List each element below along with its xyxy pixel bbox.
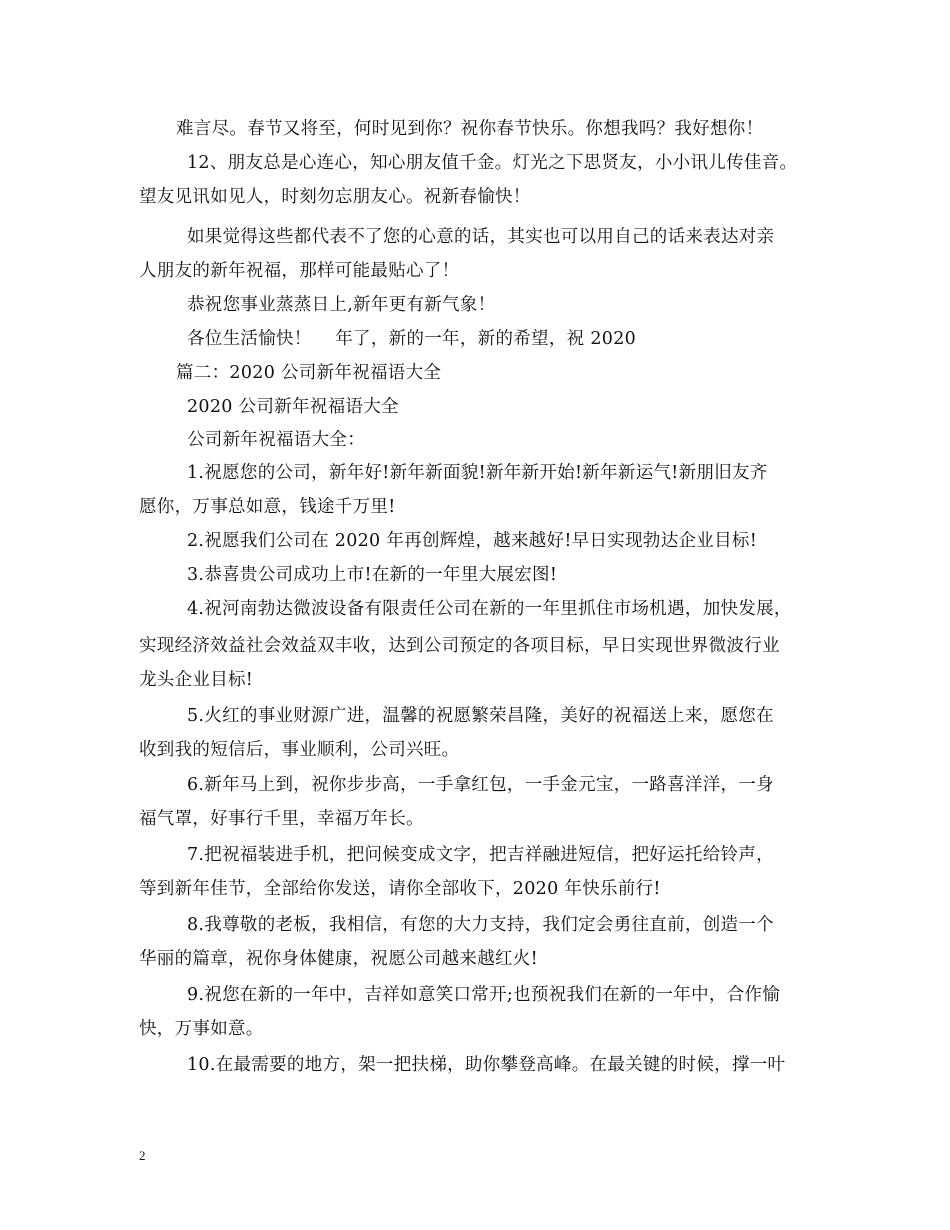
text-line: 恭祝您事业蒸蒸日上,新年更有新气象！ [187,295,496,315]
text-line: 公司新年祝福语大全： [187,430,365,450]
text-line: 龙头企业目标! [139,670,254,690]
text-line: 快，万事如意。 [139,1019,264,1039]
list-item: 8.我尊敬的老板，我相信，有您的大力支持，我们定会勇往直前，创造一个 [187,915,774,935]
text-line: 12、朋友总是心连心，知心朋友值千金。灯光之下思贤友，小小讯儿传佳音。 [187,153,798,173]
list-item: 5.火红的事业财源广进，温馨的祝愿繁荣昌隆，美好的祝福送上来，愿您在 [187,706,774,726]
text-line: 愿你，万事总如意，钱途千万里! [139,497,396,517]
text-line: 华丽的篇章，祝你身体健康，祝愿公司越来越红火! [139,949,538,969]
section-heading: 篇二：2020 公司新年祝福语大全 [176,363,442,383]
list-item: 1.祝愿您的公司，新年好!新年新面貌!新年新开始!新年新运气!新朋旧友齐 [187,463,768,483]
text-line: 收到我的短信后，事业顺利，公司兴旺。 [139,740,460,760]
text-line: 福气罩，好事行千里，幸福万年长。 [139,809,424,829]
text-line: 2020 公司新年祝福语大全 [187,397,399,417]
list-item: 2.祝愿我们公司在 2020 年再创辉煌，越来越好!早日实现勃达企业目标! [187,531,758,551]
list-item: 10.在最需要的地方，架一把扶梯，助你攀登高峰。在最关键的时候，撑一叶 [187,1055,786,1075]
list-item: 4.祝河南勃达微波设备有限责任公司在新的一年里抓住市场机遇，加快发展， [187,599,792,619]
text-line: 难言尽。春节又将至，何时见到你？祝你春节快乐。你想我吗？我好想你！ [176,119,764,139]
text-line: 人朋友的新年祝福，那样可能最贴心了！ [139,261,460,281]
text-line: 如果觉得这些都代表不了您的心意的话，其实也可以用自己的话来表达对亲 [187,227,775,247]
text-line: 各位生活愉快！ 年了，新的一年，新的希望，祝 2020 [187,329,637,349]
list-item: 3.恭喜贵公司成功上市!在新的一年里大展宏图! [187,565,558,585]
text-line: 等到新年佳节，全部给你发送，请你全部收下，2020 年快乐前行! [139,879,661,899]
page-number: 2 [139,1148,146,1163]
list-item: 7.把祝福装进手机，把问候变成文字，把吉祥融进短信，把好运托给铃声， [187,845,774,865]
text-line: 望友见讯如见人，时刻勿忘朋友心。祝新春愉快！ [139,187,531,207]
list-item: 6.新年马上到，祝你步步高，一手拿红包，一手金元宝，一路喜洋洋，一身 [187,775,774,795]
text-line: 实现经济效益社会效益双丰收，达到公司预定的各项目标，早日实现世界微波行业 [139,636,780,656]
list-item: 9.祝您在新的一年中，吉祥如意笑口常开;也预祝我们在新的一年中，合作愉 [187,985,781,1005]
